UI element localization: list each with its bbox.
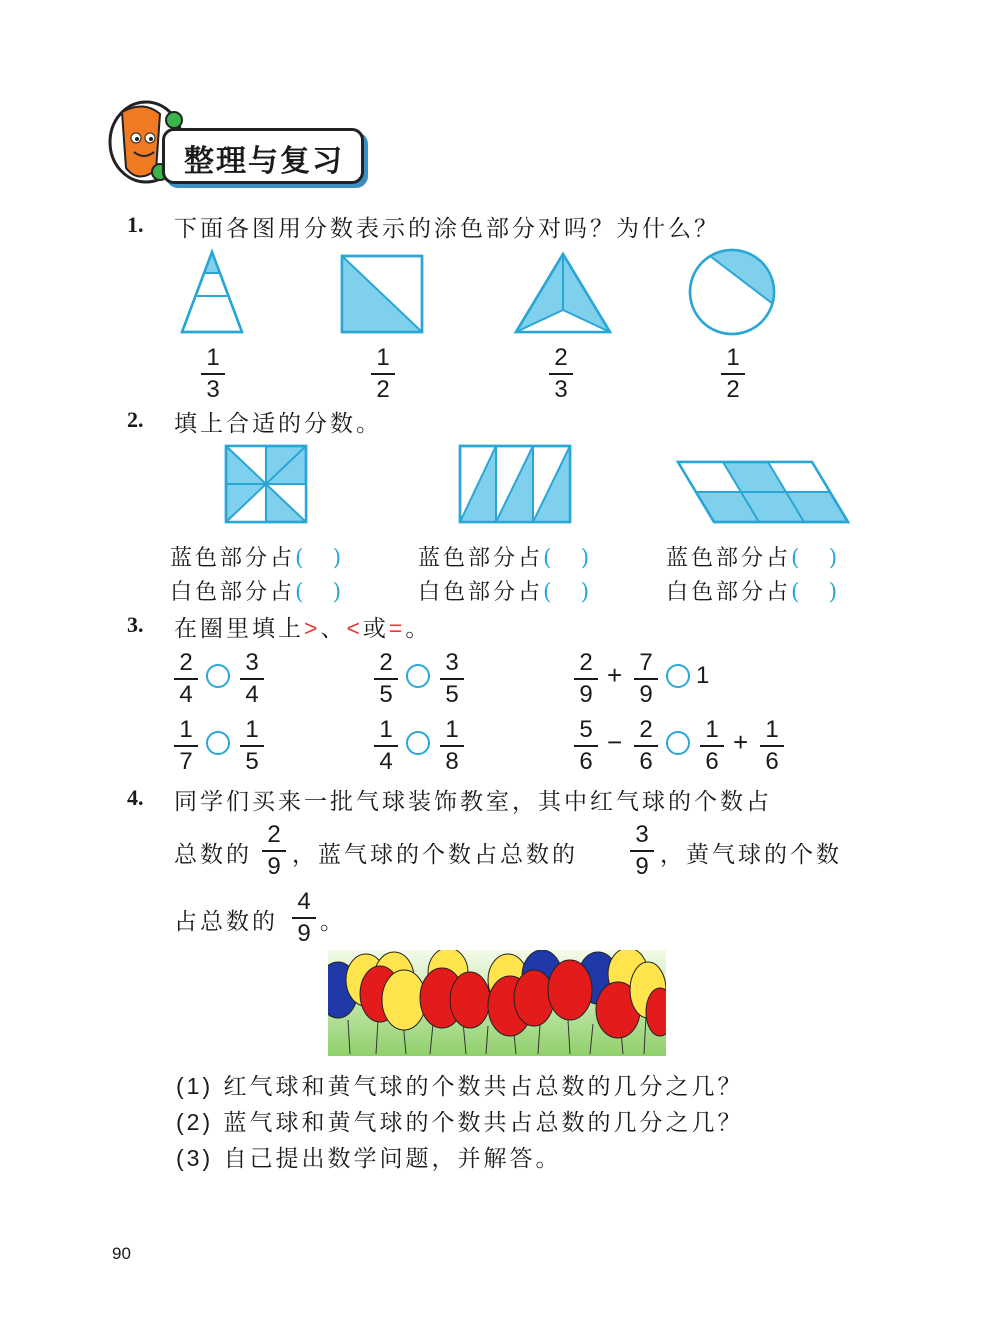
q4-sub2: (2) 蓝气球和黄气球的个数共占总数的几分之几？ bbox=[176, 1109, 744, 1136]
q2-label-group-2b: 白色部分占( ) bbox=[418, 580, 593, 605]
section-header bbox=[104, 90, 364, 190]
q1-fraction-3: $\frac{2}{3}$ bbox=[549, 346, 573, 402]
q3-item1-a: $\frac{2}{4}$ bbox=[174, 651, 198, 707]
q2-text: 填上合适的分数。 bbox=[174, 411, 382, 437]
q4-fraction-blue: $\frac{3}{9}$ bbox=[630, 823, 654, 879]
q3-item3-a: $\frac{2}{9}$ bbox=[574, 651, 598, 707]
q4-number: 4. bbox=[127, 785, 144, 810]
q1-fraction-2: $\frac{1}{2}$ bbox=[371, 346, 395, 402]
q3-item3-circle[interactable] bbox=[666, 664, 690, 688]
q3-item4-circle[interactable] bbox=[206, 731, 230, 755]
q3-item5-circle[interactable] bbox=[406, 731, 430, 755]
q2-label-group-3: 蓝色部分占( ) bbox=[666, 546, 841, 571]
q3-number: 3. bbox=[127, 612, 144, 637]
q3-item6-plus: + bbox=[733, 727, 749, 757]
q3-item2-a: $\frac{2}{5}$ bbox=[374, 651, 398, 707]
q3-item4-a: $\frac{1}{7}$ bbox=[174, 718, 198, 774]
q3-item4-b: $\frac{1}{5}$ bbox=[240, 718, 264, 774]
q3-item6-circle[interactable] bbox=[666, 731, 690, 755]
header-title: 整理与复习 bbox=[184, 144, 344, 179]
q2-label-group-2: 蓝色部分占( ) bbox=[418, 546, 593, 571]
q1-number: 1. bbox=[127, 212, 144, 237]
q4-fraction-yellow: $\frac{4}{9}$ bbox=[292, 890, 316, 946]
q4-line2b: ，蓝气球的个数占总数的 bbox=[292, 842, 578, 868]
q4-line2a: 总数的 bbox=[174, 842, 252, 868]
q3-item3-rhs: 1 bbox=[696, 662, 710, 689]
q3-item6-b: $\frac{2}{6}$ bbox=[634, 718, 658, 774]
q4-line3b: 。 bbox=[320, 909, 346, 935]
q3-item2-circle[interactable] bbox=[406, 664, 430, 688]
q4-sub3: (3) 自己提出数学问题，并解答。 bbox=[176, 1145, 562, 1172]
q3-item3-b: $\frac{7}{9}$ bbox=[634, 651, 658, 707]
q2-label-group-3b: 白色部分占( ) bbox=[666, 580, 841, 605]
q3-item1-circle[interactable] bbox=[206, 664, 230, 688]
q3-item5-a: $\frac{1}{4}$ bbox=[374, 718, 398, 774]
q2-label-group-1b: 白色部分占( ) bbox=[170, 580, 345, 605]
q4-line2c: ，黄气球的个数 bbox=[660, 842, 842, 868]
q4-sub1: (1) 红气球和黄气球的个数共占总数的几分之几？ bbox=[176, 1073, 744, 1100]
q1-fraction-4: $\frac{1}{2}$ bbox=[721, 346, 745, 402]
q3-item6-a: $\frac{5}{6}$ bbox=[574, 718, 598, 774]
q3-item1-b: $\frac{3}{4}$ bbox=[240, 651, 264, 707]
q1-figures bbox=[170, 248, 790, 340]
q3-item2-b: $\frac{3}{5}$ bbox=[440, 651, 464, 707]
q2-figures bbox=[220, 440, 860, 530]
q3-item5-b: $\frac{1}{8}$ bbox=[440, 718, 464, 774]
q3-text: 在圈里填上>、<或=。 bbox=[174, 615, 432, 642]
q2-number: 2. bbox=[127, 407, 144, 432]
q3-item3-plus: + bbox=[607, 660, 623, 690]
page-number: 90 bbox=[112, 1244, 131, 1263]
q3-item6-d: $\frac{1}{6}$ bbox=[760, 718, 784, 774]
q1-text: 下面各图用分数表示的涂色部分对吗？为什么？ bbox=[174, 216, 720, 242]
q1-fraction-1: $\frac{1}{3}$ bbox=[201, 346, 225, 402]
q4-line3a: 占总数的 bbox=[174, 909, 278, 935]
q4-fraction-red: $\frac{2}{9}$ bbox=[262, 823, 286, 879]
q4-line1: 同学们买来一批气球装饰教室，其中红气球的个数占 bbox=[174, 789, 772, 815]
q3-item6-minus: − bbox=[607, 727, 623, 757]
q2-label-group-1: 蓝色部分占( ) bbox=[170, 546, 345, 571]
q3-item6-c: $\frac{1}{6}$ bbox=[700, 718, 724, 774]
balloons-illustration bbox=[328, 950, 666, 1056]
